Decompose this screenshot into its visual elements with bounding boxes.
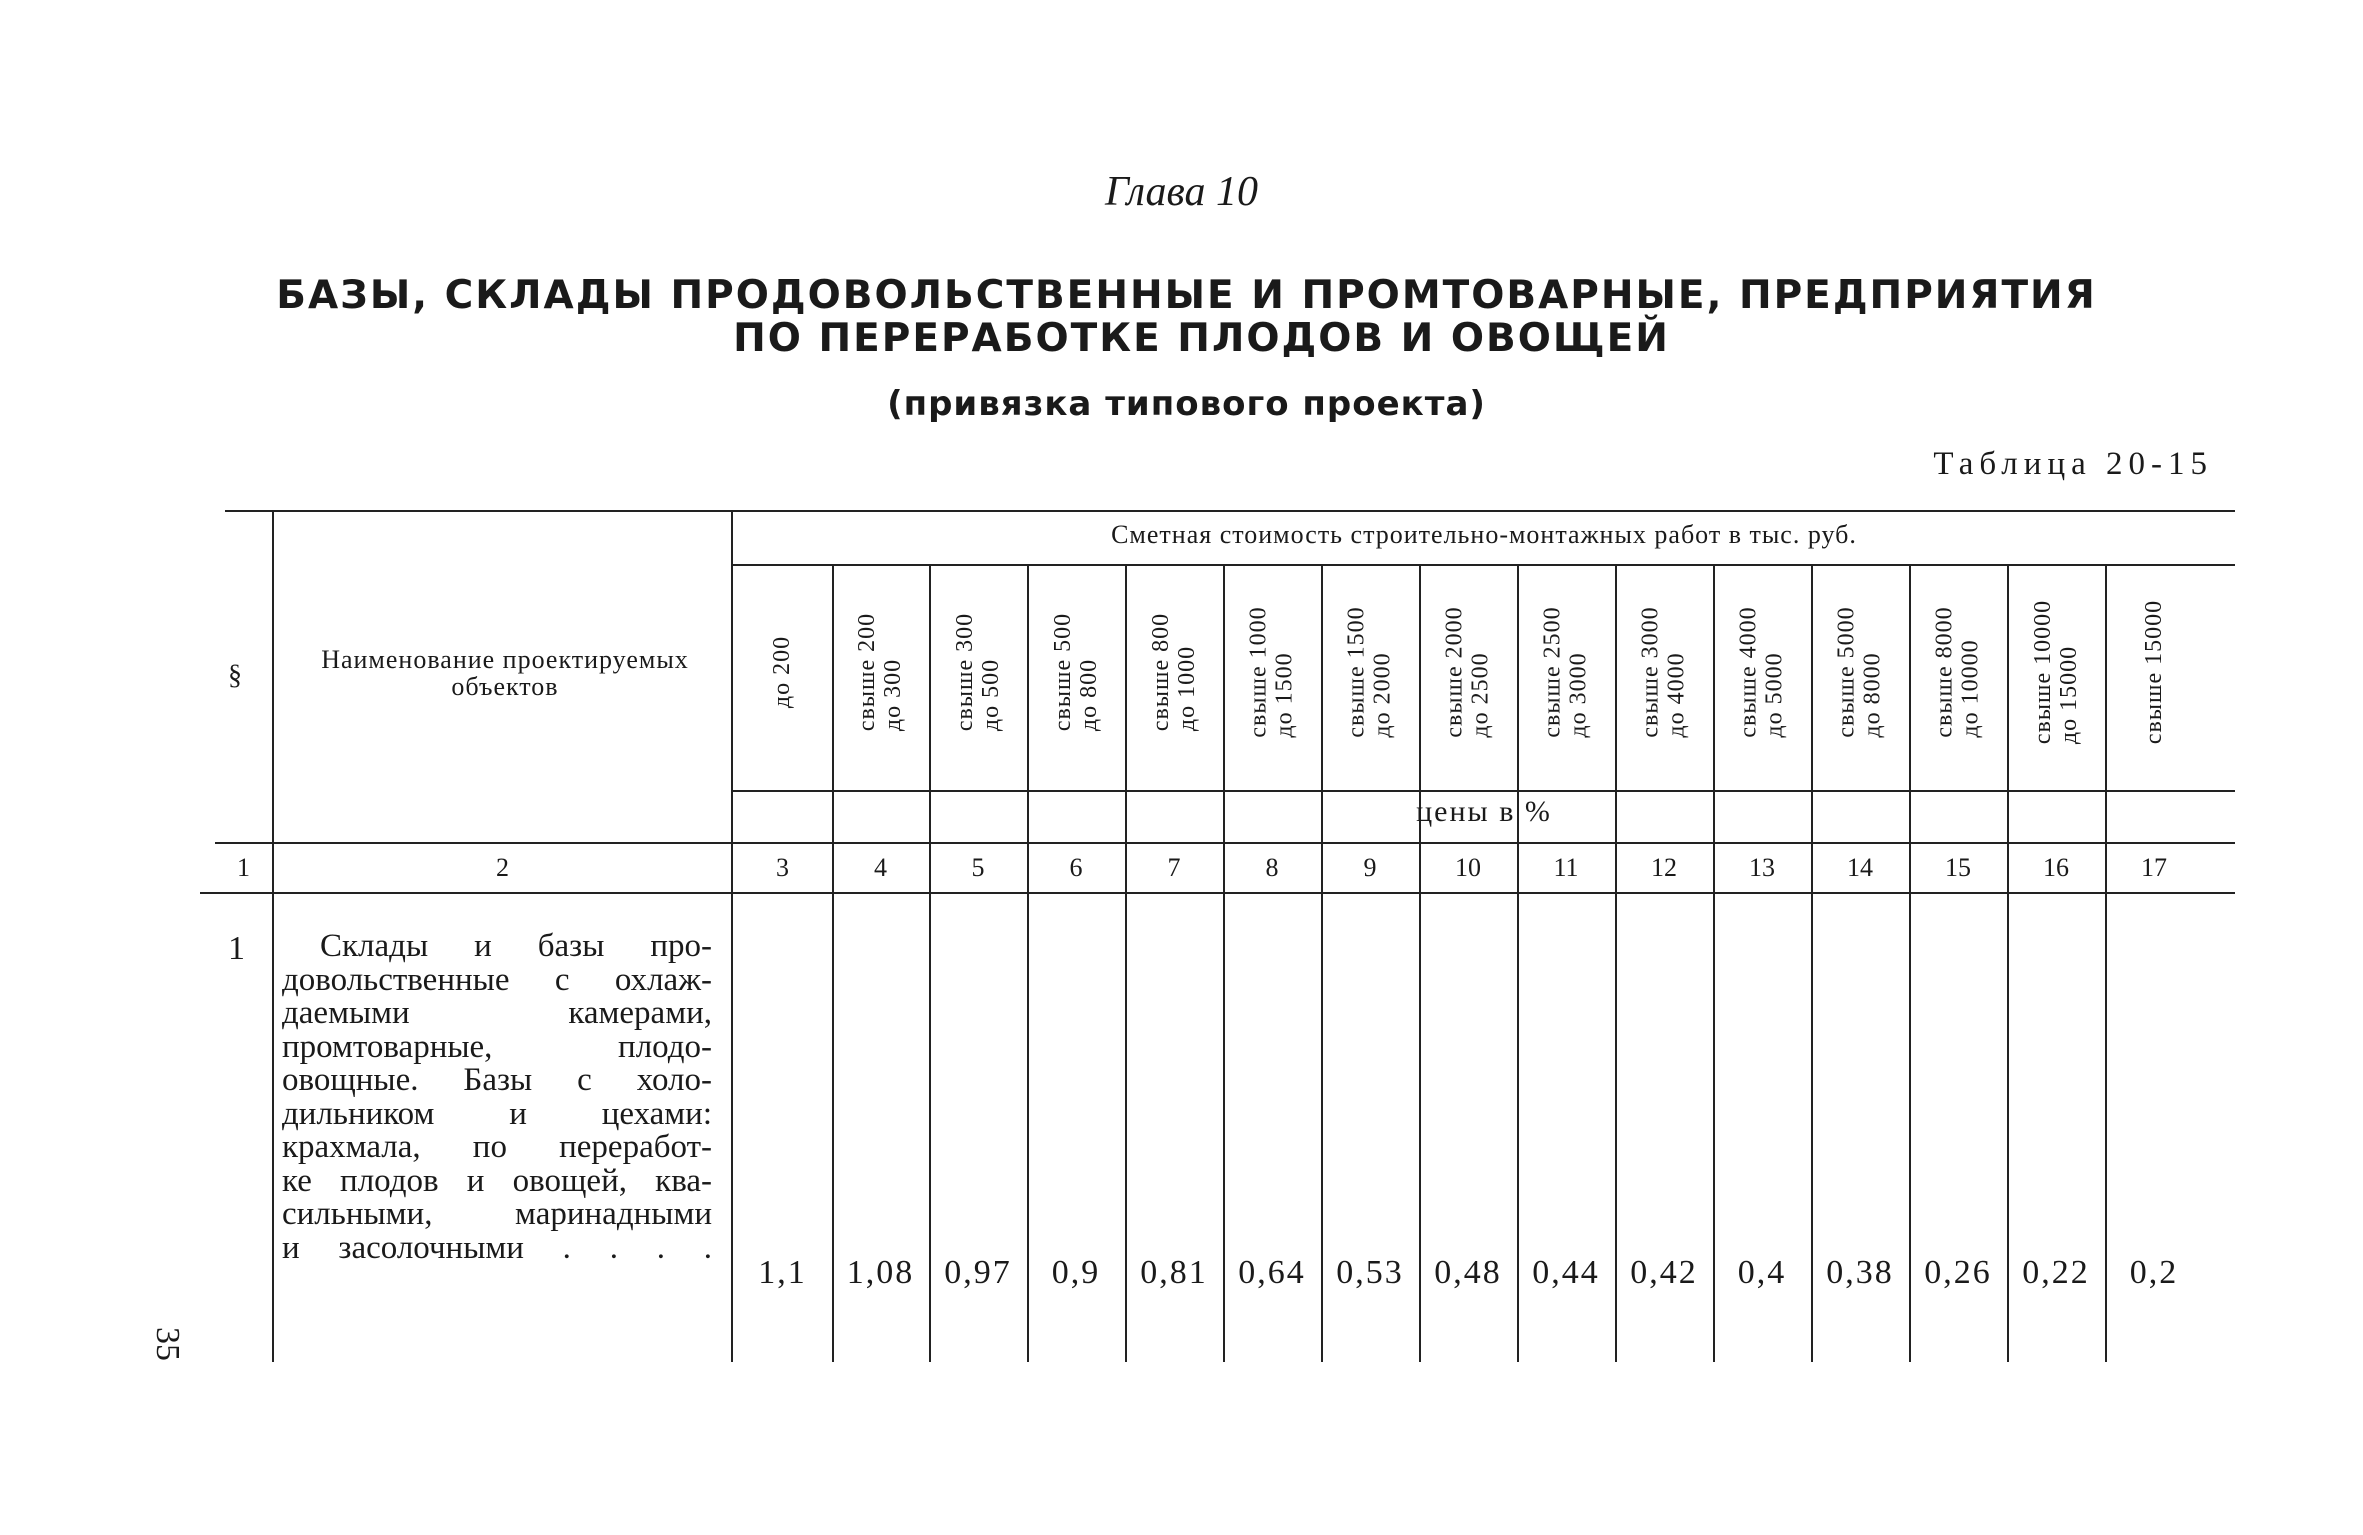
cost-range-line: свыше 200	[854, 612, 881, 732]
price-value: 0,26	[1924, 1254, 1992, 1291]
object-name-line: дильником и цехами:	[282, 1095, 712, 1132]
price-value: 0,4	[1737, 1254, 1787, 1291]
cost-range-label	[770, 636, 796, 708]
cost-range-line: до 200	[769, 635, 796, 709]
section-symbol: §	[228, 660, 243, 691]
cost-range-line: до 2000	[1370, 652, 1396, 738]
cost-range-header	[1125, 566, 1223, 778]
cost-range-line: свыше 4000	[1736, 606, 1762, 738]
cost-range-label	[1736, 606, 1788, 737]
object-name-line: сильными, маринадными	[282, 1196, 712, 1232]
cost-range-header	[1321, 566, 1419, 778]
subtitle: (привязка типового проекта)	[887, 384, 1486, 424]
object-name-line: довольственные с охлаж-	[282, 961, 712, 998]
column-number: 3	[776, 853, 789, 882]
column-number: 9	[1363, 853, 1377, 882]
cost-range-label	[1050, 613, 1102, 731]
header-bottom-rule	[215, 842, 2235, 844]
price-value: 0,64	[1238, 1254, 1306, 1291]
cost-range-header	[832, 566, 929, 778]
object-name-line: и засолочными . . . .	[282, 1229, 712, 1266]
cost-range-line: свыше 500	[1050, 612, 1076, 732]
column-number: 16	[2043, 853, 2069, 882]
cost-range-label	[1540, 606, 1592, 737]
price-value: 0,81	[1140, 1254, 1208, 1291]
section-column-rule	[272, 512, 274, 1362]
cost-range-header	[1909, 566, 2007, 778]
chapter-heading: Глава 10	[1105, 169, 1258, 215]
cost-range-line: свыше 800	[1148, 612, 1174, 732]
cost-range-line: свыше 5000	[1834, 606, 1860, 738]
cost-range-line: свыше 15000	[2141, 599, 2167, 745]
price-value: 0,44	[1532, 1254, 1600, 1291]
cost-range-label	[2030, 600, 2082, 744]
cost-range-line: до 10000	[1958, 639, 1984, 738]
column-number: 6	[1069, 853, 1083, 882]
cost-range-line: до 3000	[1566, 652, 1592, 738]
cost-range-line: свыше 1500	[1344, 606, 1370, 738]
column-number: 15	[1945, 853, 1971, 882]
column-number: 4	[874, 853, 887, 882]
cost-range-line: до 5000	[1762, 652, 1788, 738]
cost-range-line: свыше 10000	[2030, 599, 2056, 745]
price-value: 0,22	[2022, 1254, 2090, 1291]
cost-range-label	[1932, 606, 1984, 737]
object-name-line: Склады и базы про-	[320, 928, 712, 964]
column-number: 14	[1847, 853, 1873, 882]
cost-range-label	[952, 613, 1004, 731]
price-value: 1,1	[758, 1254, 807, 1291]
ranges-bottom-rule	[733, 790, 2235, 792]
cost-range-header	[2105, 566, 2203, 778]
cost-range-label	[855, 613, 907, 731]
cost-range-line: до 2500	[1468, 652, 1494, 738]
cost-range-label	[1246, 606, 1298, 737]
cost-header: Сметная стоимость строительно-монтажных работ в тыс. руб.	[1111, 520, 1857, 549]
table-top-rule	[225, 510, 2235, 512]
cost-range-header	[2007, 566, 2105, 778]
cost-range-line: свыше 2000	[1442, 606, 1468, 738]
price-value: 1,08	[846, 1254, 915, 1291]
cost-range-line: до 8000	[1860, 652, 1886, 738]
cost-range-line: свыше 8000	[1932, 606, 1958, 738]
cost-range-line: свыше 3000	[1638, 606, 1664, 738]
cost-range-header	[1027, 566, 1125, 778]
price-value: 0,97	[944, 1254, 1012, 1291]
cost-range-line: до 300	[880, 658, 907, 732]
column-number: 17	[2141, 853, 2167, 882]
row-section-number: 1	[228, 930, 245, 967]
price-value: 0,42	[1630, 1254, 1698, 1291]
row-object-name	[282, 930, 712, 1265]
table-label: Таблица 20-15	[1933, 446, 2213, 482]
cost-range-label	[1834, 606, 1886, 737]
cost-range-line: свыше 300	[952, 612, 978, 732]
cost-range-header	[1223, 566, 1321, 778]
column-number: 13	[1749, 853, 1775, 882]
price-value: 0,53	[1336, 1254, 1404, 1291]
name-column-header-line2: объектов	[451, 672, 559, 701]
cost-range-label	[1148, 613, 1200, 731]
cost-range-line: свыше 1000	[1246, 606, 1272, 738]
column-number: 11	[1553, 853, 1579, 882]
cost-range-header	[1615, 566, 1713, 778]
column-number: 2	[496, 853, 509, 882]
object-name-line: овощные. Базы с холо-	[282, 1062, 712, 1098]
price-value: 0,9	[1051, 1254, 1101, 1291]
cost-range-line: до 15000	[2056, 645, 2082, 745]
object-name-line: крахмала, по переработ-	[282, 1129, 712, 1165]
price-value: 0,38	[1826, 1254, 1894, 1291]
cost-range-line: до 1500	[1272, 652, 1298, 738]
object-name-line: ке плодов и овощей, ква-	[282, 1162, 712, 1199]
cost-range-label	[1344, 606, 1396, 737]
object-name-line: промтоварные, плодо-	[282, 1028, 712, 1065]
column-number: 7	[1167, 853, 1181, 882]
cost-range-line: свыше 2500	[1540, 606, 1566, 738]
cost-range-header	[1419, 566, 1517, 778]
cost-range-line: до 800	[1076, 658, 1102, 732]
price-unit-header: цены в %	[1416, 795, 1552, 828]
numbers-bottom-rule	[200, 892, 2235, 894]
cost-range-header	[733, 566, 832, 778]
column-number: 12	[1651, 853, 1677, 882]
cost-range-header	[1713, 566, 1811, 778]
column-number: 1	[237, 853, 250, 882]
cost-range-line: до 500	[978, 658, 1004, 732]
cost-range-line: до 4000	[1664, 652, 1690, 738]
name-column-header-line1: Наименование проектируемых	[321, 645, 689, 674]
object-name-line: даемыми камерами,	[282, 995, 712, 1031]
cost-range-label	[2141, 600, 2167, 744]
cost-range-label	[1442, 606, 1494, 737]
cost-range-header	[1811, 566, 1909, 778]
cost-range-label	[1638, 606, 1690, 737]
column-number: 8	[1265, 853, 1279, 882]
price-value: 0,48	[1434, 1254, 1502, 1291]
page-number: 35	[149, 1327, 186, 1361]
price-value: 0,2	[2129, 1254, 2179, 1291]
column-number: 10	[1455, 853, 1481, 882]
title-line-2: ПО ПЕРЕРАБОТКЕ ПЛОДОВ И ОВОЩЕЙ	[733, 316, 1670, 361]
title-line-1: БАЗЫ, СКЛАДЫ ПРОДОВОЛЬСТВЕННЫЕ И ПРОМТОВАРНЫЕ, ПРЕДПРИЯТИЯ	[276, 273, 2097, 318]
column-number: 5	[971, 853, 985, 882]
cost-range-line: до 1000	[1174, 645, 1200, 732]
cost-range-header	[929, 566, 1027, 778]
cost-range-header	[1517, 566, 1615, 778]
